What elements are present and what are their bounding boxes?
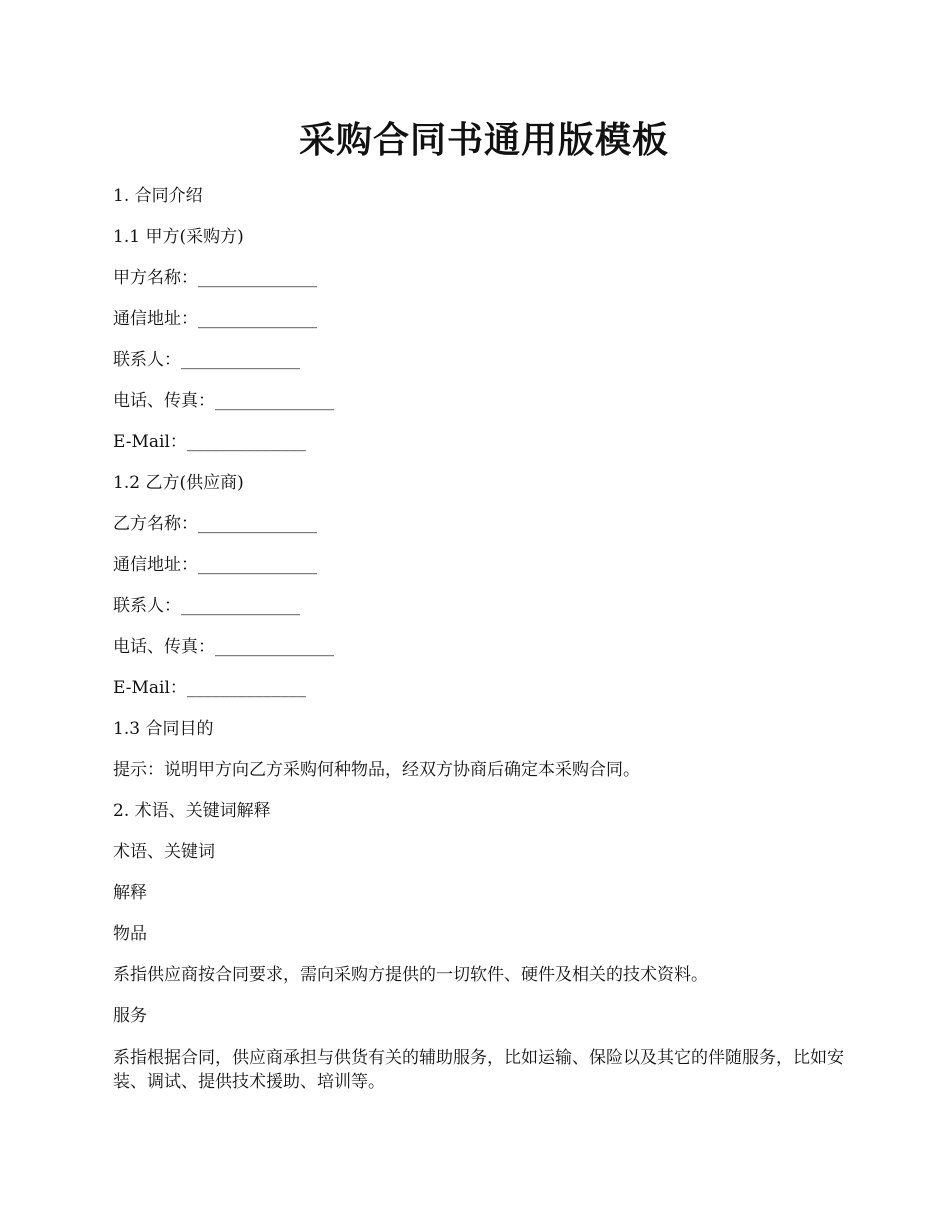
term-goods-definition: 系指供应商按合同要求，需向采购方提供的一切软件、硬件及相关的技术资料。 [113,965,708,985]
section-heading-terms: 2. 术语、关键词解释 [113,801,271,821]
field-party-a-email: E-Mail：______________ [113,432,306,452]
subsection-heading-party-b: 1.2 乙方(供应商) [113,473,244,493]
field-party-a-name: 甲方名称：______________ [113,268,317,288]
contract-purpose-hint: 提示：说明甲方向乙方采购何种物品，经双方协商后确定本采购合同。 [113,760,640,780]
field-party-a-contact: 联系人：______________ [113,350,300,370]
term-goods: 物品 [113,924,147,944]
field-party-b-address: 通信地址：______________ [113,555,317,575]
field-party-b-email: E-Mail：______________ [113,678,306,698]
field-party-b-phone-fax: 电话、传真：______________ [113,637,334,657]
subsection-heading-party-a: 1.1 甲方(采购方) [113,227,244,247]
field-party-b-name: 乙方名称：______________ [113,514,317,534]
term-services-definition: 系指根据合同，供应商承担与供货有关的辅助服务，比如运输、保险以及其它的伴随服务，比如安装、调试、提供技术援助、培训等。 [113,1048,844,1092]
terms-column-explanation: 解释 [113,883,147,903]
term-services: 服务 [113,1006,147,1026]
subsection-heading-contract-purpose: 1.3 合同目的 [113,719,214,739]
section-heading-contract-intro: 1. 合同介绍 [113,186,203,206]
terms-column-term: 术语、关键词 [113,842,215,862]
field-party-b-contact: 联系人：______________ [113,596,300,616]
field-party-a-address: 通信地址：______________ [113,309,317,329]
field-party-a-phone-fax: 电话、传真：______________ [113,391,334,411]
document-title: 采购合同书通用版模板 [298,119,669,161]
